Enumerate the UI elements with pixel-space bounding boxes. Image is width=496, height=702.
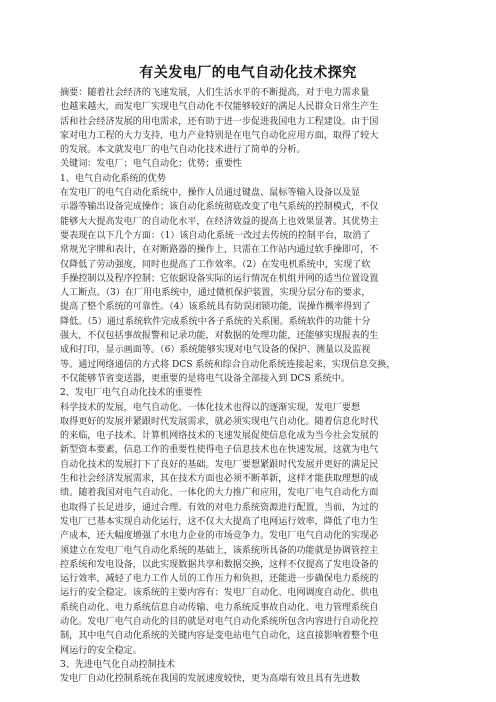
document-body (60, 86, 440, 686)
body-line: 制，其中电气自动化系统的关键内容是变电站电气自动化，这直接影响着整个电 (60, 631, 379, 642)
body-line: 3、先进电气化自动控制技术 (60, 659, 175, 670)
body-line: 运行效率，减轻了电力工作人员的工作压力和负担，还能进一步确保电力系统的 (60, 574, 379, 585)
body-line: 动化。发电厂电气自动化的目的就是对电气自动化系统所包含内容进行自动化控 (60, 616, 379, 627)
body-line: 降低。（5）通过系统软件完成系统中各子系统的关系图。系统软件的功能十分 (60, 316, 371, 327)
body-line: 须建立在发电厂电气自动化系统的基础上，该系统所具备的功能就是协调管控主 (60, 545, 379, 556)
body-line: 家对电力工程的大力支持，电力产业特别是在电气自动化应用方面，取得了较大 (60, 130, 379, 141)
body-line: 在发电厂的电气自动化系统中，操作人员通过键盘、鼠标等输入设备以及显 (60, 188, 361, 199)
body-line: 要表现在以下几个方面：（1）该自动化系统一改过去传统的控制平台，取消了 (60, 230, 371, 241)
body-line: 成和打印，显示画面等。（6）系统能够实现对电气设备的保护、测量以及监视 (60, 345, 371, 356)
body-line: 取得更好的发展并紧跟时代发展需求，就必须实现电气自动化。随着信息化时代 (60, 416, 379, 427)
body-line: 常规光字牌和表计，在对断路器的操作上，只需在工作站内通过软手操即可，不 (60, 245, 379, 256)
body-line: 2、发电厂电气自动化技术的重要性 (60, 388, 203, 399)
body-line: 示器等输出设备完成操作；该自动化系统彻底改变了电气系统的控制模式，不仅 (60, 202, 379, 213)
body-line: 摘要：随着社会经济的飞速发展，人们生活水平的不断提高，对于电力需求量 (60, 88, 370, 98)
body-line: 新型资本要素，信息工作的重要性使得电子信息技术也在快速发展，这就为电气 (60, 445, 379, 456)
body-line: 也取得了长足进步，通过合理、有效的对电力系统资源进行配置，当前，为过的 (60, 502, 379, 513)
body-line: 科学技术的发展，电气自动化、一体化技术也得以的逐渐实现，发电厂要想 (60, 402, 361, 413)
body-line: 系统自动化、电力系统信息自动传输、电力系统反事故自动化、电力管理系统自 (60, 602, 379, 613)
body-line: 关键词：发电厂；电气自动化；优势；重要性 (60, 159, 242, 170)
body-line: 产成本，还大幅度增强了水电力企业的市场竞争力。发电厂电气自动化的实现必 (60, 531, 379, 542)
body-line: 手操控制以及程序控制；它依据设备实际的运行情况在机组并网的适当位置设置 (60, 273, 379, 284)
body-line: 控系统和发电设备，以此实现数据共享和数据交换，这样不仅提高了发电设备的 (60, 559, 379, 570)
body-line: 发电厂自动化控制系统在我国的发展速度较快，更为高端有效且具有先进数 (60, 674, 361, 685)
body-line: 也越来越大，而发电厂实现电气自动化不仅能够较好的满足人民群众日常生产生 (60, 102, 379, 113)
body-line: 运行的安全稳定。该系统的主要内容有：发电厂自动化、电网调度自动化、供电 (60, 588, 379, 599)
body-line: 自动化技术的发展打下了良好的基础。发电厂要想紧跟时代发展并更好的满足民 (60, 459, 379, 470)
body-line: 强大，不仅包括事故报警和记录功能，对数据的处理功能，还能够实现报表的生 (60, 331, 379, 342)
body-line: 提高了整个系统的可靠性。（4）该系统具有防误闭锁功能，误操作概率得到了 (60, 302, 371, 313)
body-line: 网运行的安全稳定。 (60, 645, 142, 656)
body-line: 不仅能够节省变送器，更重要的是将电气设备全部接入到 DCS 系统中。 (60, 373, 350, 384)
document-title: 有关发电厂的电气自动化技术探究 (139, 65, 357, 81)
body-line: 能够大大提高发电厂的自动化水平，在经济效益的提高上也效果显著。其优势主 (60, 216, 379, 227)
body-line: 的发展。本文就发电厂的电气自动化技术进行了简单的分析。 (60, 145, 306, 156)
body-line: 生和社会经济发展需求，其在技术方面也必须不断革新，这样才能获取理想的成 (60, 474, 379, 485)
body-line: 的来临，电子技术、计算机网络技术的飞速发展促使信息化成为当今社会发展的 (60, 431, 379, 442)
body-line: 1、电气自动化系统的优势 (60, 173, 166, 184)
body-line: 仅降低了劳动强度，同时也提高了工作效率。（2）在发电机系统中，实现了软 (60, 259, 371, 270)
body-line: 人工断点。（3）在厂用电系统中，通过微机保护装置，实现分层分布的要求， (60, 288, 371, 299)
body-line: 发电厂已基本实现自动化运行，这不仅大大提高了电网运行效率，降低了电力生 (60, 516, 379, 527)
body-line: 绩。随着我国对电气自动化、一体化的大力推广和应用，发电厂电气自动化方面 (60, 488, 379, 499)
body-line: 活和社会经济发展的用电需求，还有助于进一步促进我国电力工程建设。由于国 (60, 116, 379, 127)
body-line: 等。通过网络通信的方式将 DCS 系统和综合自动化系统连接起来，实现信息交换， (60, 359, 396, 370)
